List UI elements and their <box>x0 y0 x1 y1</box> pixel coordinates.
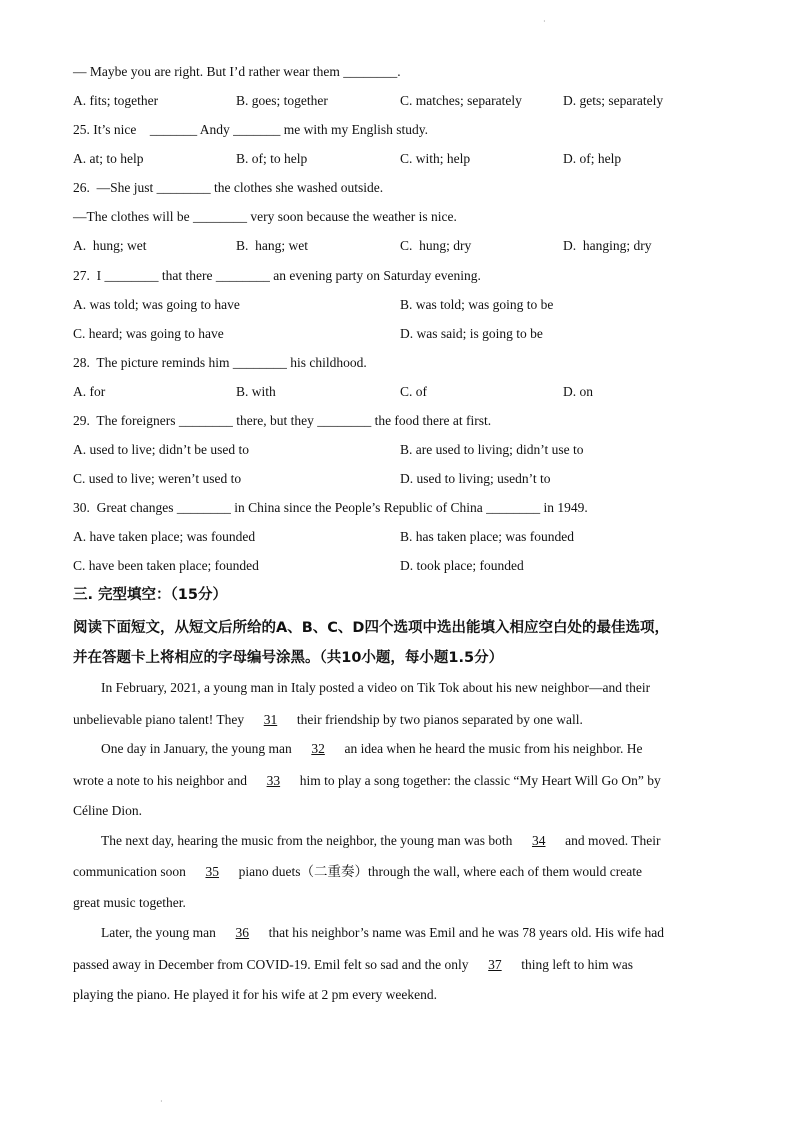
passage-p1-line2: unbelievable piano talent! They 31 their friendship by two pianos separated by one wall. <box>73 712 583 727</box>
q29-option-d: D. used to living; usedn’t to <box>400 471 551 486</box>
q25-option-a: A. at; to help <box>73 151 144 166</box>
q28-stem: 28. The picture reminds him ________ his childhood. <box>73 355 367 370</box>
q24-option-a: A. fits; together <box>73 93 159 108</box>
section-3-instruction-2: 并在答题卡上将相应的字母编号涂黑。（共10小题，每小题1.5分） <box>73 650 504 666</box>
q29-option-a: A. used to live; didn’t be used to <box>73 442 249 457</box>
q30-stem: 30. Great changes ________ in China since the People’s Republic of China ________ in 1949. <box>73 500 588 515</box>
q29-option-b: B. are used to living; didn’t use to <box>400 442 584 457</box>
q25-option-b: B. of; to help <box>236 151 308 166</box>
q24-option-b: B. goes; together <box>236 93 328 108</box>
q30-option-a: A. have taken place; was founded <box>73 529 256 544</box>
passage-p3-line1: The next day, hearing the music from the neighbor, the young man was both 34 and moved. Their <box>101 833 661 848</box>
q29-option-c: C. used to live; weren’t used to <box>73 471 242 486</box>
blank-36: 36 <box>235 925 250 940</box>
q30-option-b: B. has taken place; was founded <box>400 529 574 544</box>
q30-option-d: D. took place; founded <box>400 558 524 573</box>
top-mark: · <box>543 17 546 26</box>
bottom-mark: · <box>160 1097 163 1106</box>
blank-33: 33 <box>266 773 281 788</box>
q27-stem: 27. I ________ that there ________ an evening party on Saturday evening. <box>73 268 481 283</box>
passage-p4-line2: passed away in December from COVID-19. Emil felt so sad and the only 37 thing left to him was <box>73 957 634 972</box>
q28-option-c: C. of <box>400 384 427 399</box>
q26-option-c: C. hung; dry <box>400 238 472 253</box>
passage-p2-line3: Céline Dion. <box>73 803 142 818</box>
q27-option-b: B. was told; was going to be <box>400 297 554 312</box>
q24-option-c: C. matches; separately <box>400 93 522 108</box>
q28-option-b: B. with <box>236 384 276 399</box>
q27-option-d: D. was said; is going to be <box>400 326 543 341</box>
q25-option-c: C. with; help <box>400 151 471 166</box>
blank-37: 37 <box>488 957 502 972</box>
passage-p1-line1: In February, 2021, a young man in Italy posted a video on Tik Tok about his new neighbor—and their <box>101 680 651 695</box>
passage-p3-line3: great music together. <box>73 895 186 910</box>
blank-31: 31 <box>263 712 278 727</box>
q25-stem: 25. It’s nice _______ Andy _______ me with my English study. <box>73 122 428 137</box>
q26-option-b: B. hang; wet <box>236 238 308 253</box>
passage-p2-line1: One day in January, the young man 32 an idea when he heard the music from his neighbor. He <box>101 741 643 756</box>
section-3-title: 三. 完型填空：（15分） <box>73 587 227 603</box>
q27-option-c: C. heard; was going to have <box>73 326 224 341</box>
q28-option-d: D. on <box>563 384 593 399</box>
passage-p4-line1: Later, the young man 36 that his neighbor’s name was Emil and he was 78 years old. His wife had <box>101 925 664 940</box>
q29-stem: 29. The foreigners ________ there, but they ________ the food there at first. <box>73 413 492 428</box>
blank-35: 35 <box>205 864 219 879</box>
q25-option-d: D. of; help <box>563 151 622 166</box>
section-3-instruction-1: 阅读下面短文，从短文后所给的A、B、C、D四个选项中选出能填入相应空白处的最佳选项， <box>73 620 669 636</box>
q26-option-a: A. hung; wet <box>73 238 147 253</box>
q24-line: — Maybe you are right. But I’d rather wear them ________. <box>73 64 401 79</box>
q26-option-d: D. hanging; dry <box>563 238 652 253</box>
blank-32: 32 <box>311 741 325 756</box>
q26-stem: 26. —She just ________ the clothes she washed outside. <box>73 180 384 195</box>
q30-option-c: C. have been taken place; founded <box>73 558 259 573</box>
passage-p2-line2: wrote a note to his neighbor and 33 him to play a song together: the classic “My Heart Will Go On” by <box>73 773 661 788</box>
q26-line2: —The clothes will be ________ very soon because the weather is nice. <box>73 209 457 224</box>
q28-option-a: A. for <box>73 384 106 399</box>
passage-p3-line2: communication soon 35 piano duets（二重奏）through the wall, where each of them would create <box>73 864 642 879</box>
passage-p4-line3: playing the piano. He played it for his wife at 2 pm every weekend. <box>73 987 438 1002</box>
q27-option-a: A. was told; was going to have <box>73 297 240 312</box>
blank-34: 34 <box>531 833 546 848</box>
q24-option-d: D. gets; separately <box>563 93 664 108</box>
